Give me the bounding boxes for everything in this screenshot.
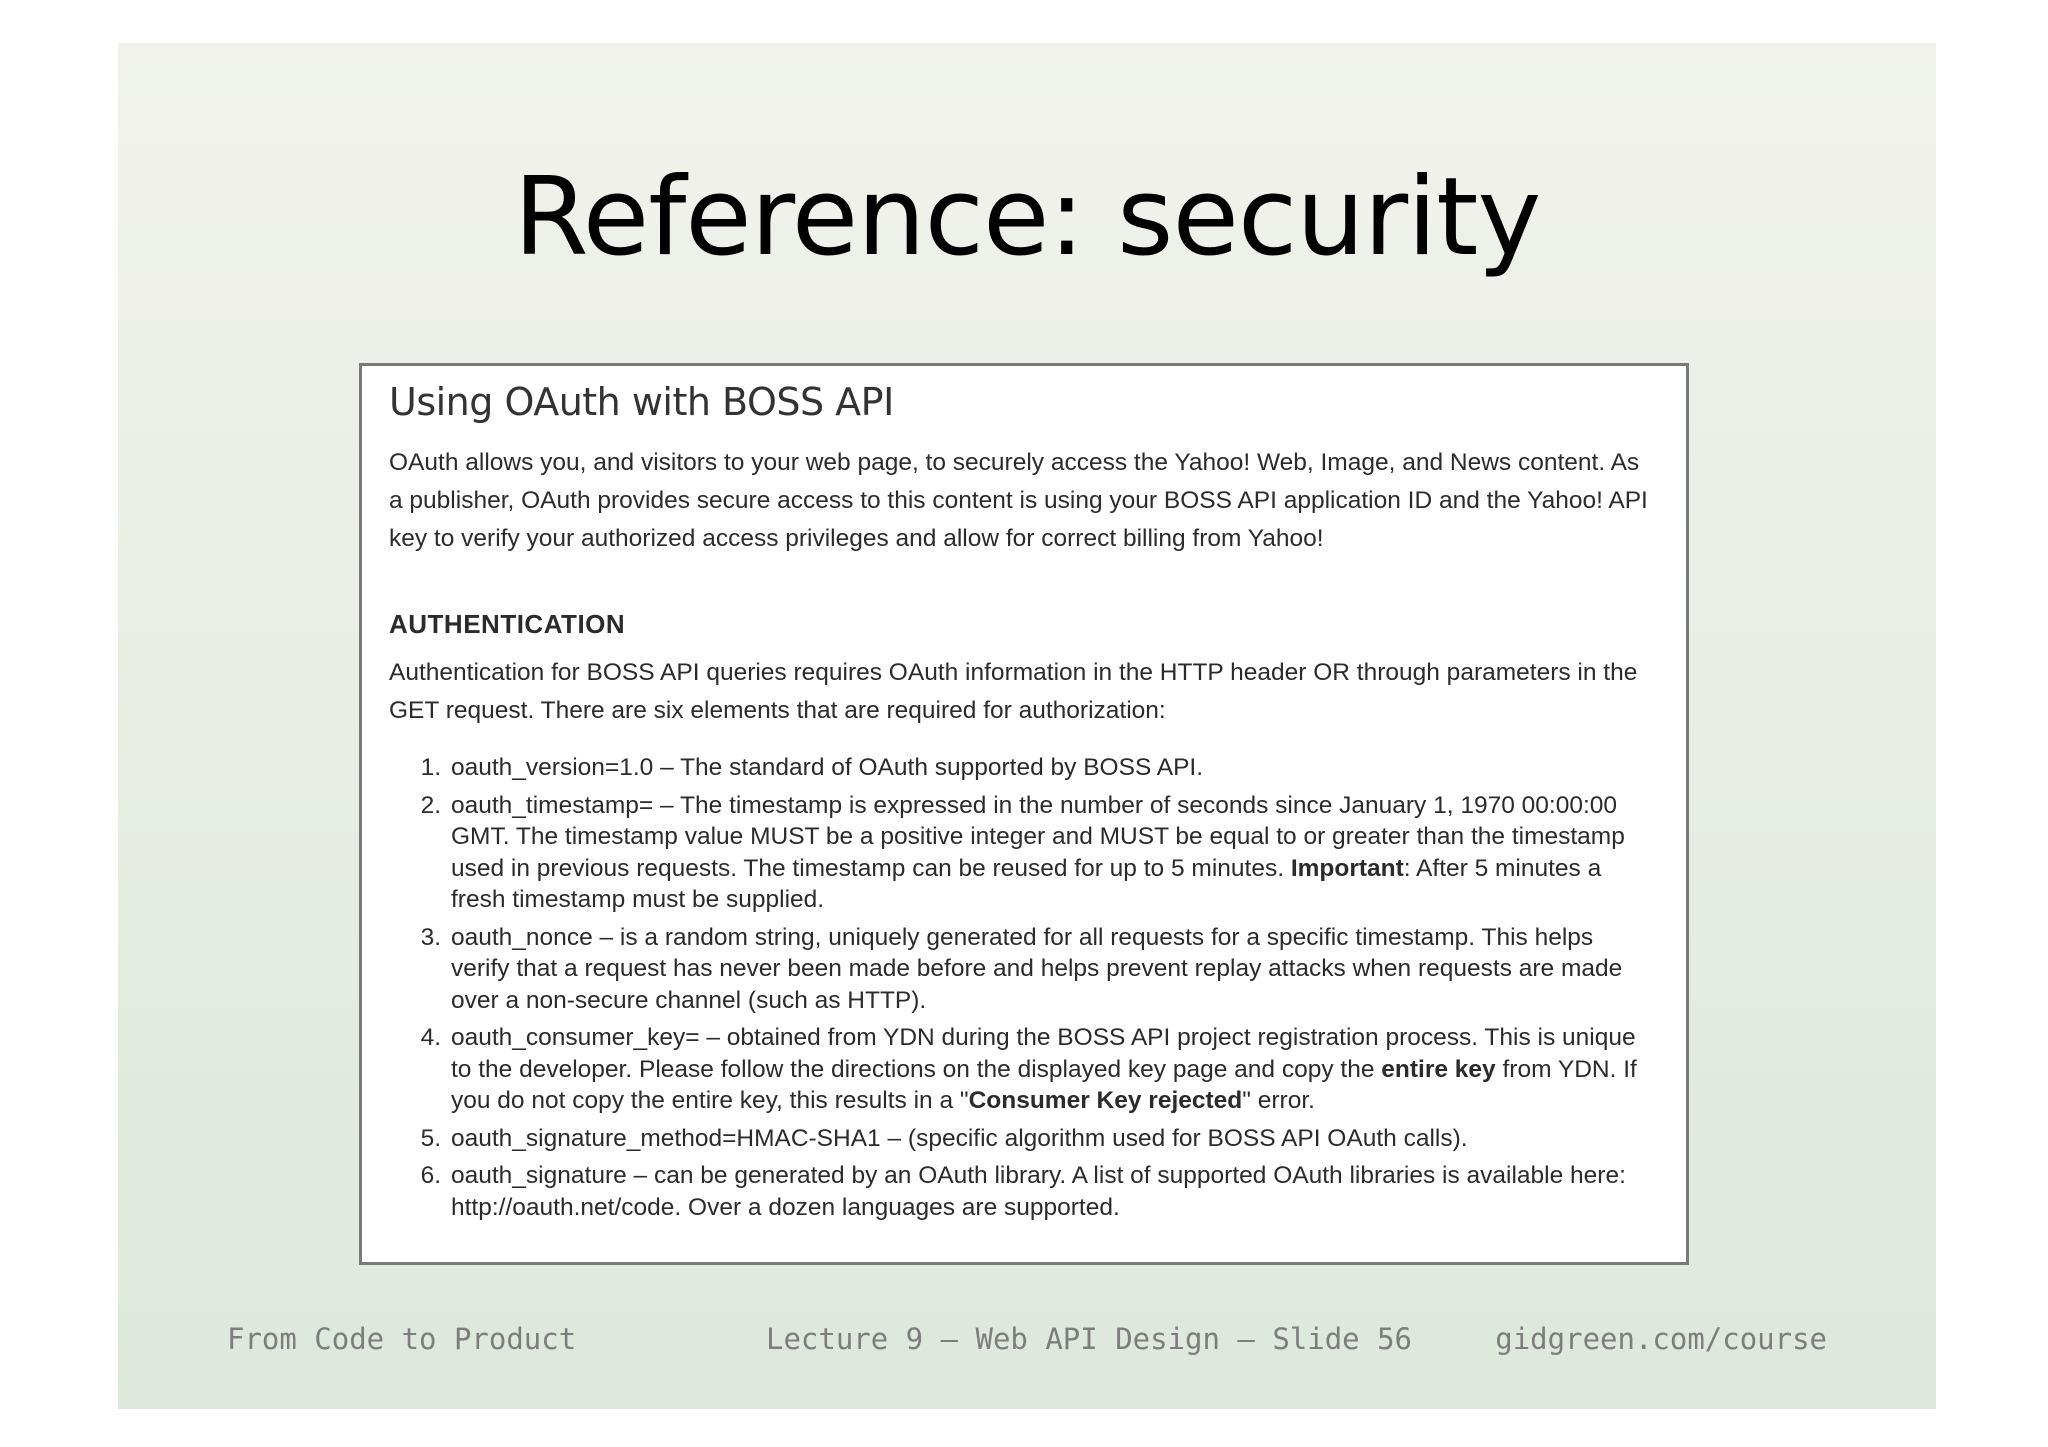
footer-slide-info: Lecture 9 — Web API Design — Slide 56 bbox=[766, 1322, 1413, 1356]
list-number: 1. bbox=[420, 754, 441, 781]
list-item-text: oauth_timestamp= – The timestamp is expressed in the number of seconds since January 1, 1970 00:00:00 GMT. The timestamp value MUST be a positive integer and MUST be equal to or greater than the timestamp used in previous requests. The timestamp can be reused for up to 5 minutes. Important: After 5 minutes a fresh timestamp must be supplied. bbox=[451, 791, 1625, 913]
list-number: 2. bbox=[420, 791, 441, 819]
list-item-text: oauth_nonce – is a random string, uniquely generated for all requests for a specific timestamp. This helps verify that a request has never been made before and helps prevent replay attacks when requests are made over a non-secure channel (such as HTTP). bbox=[451, 923, 1623, 1014]
list-item bbox=[389, 752, 1652, 784]
footer-url: gidgreen.com/course bbox=[1495, 1322, 1827, 1356]
footer-course-name: From Code to Product bbox=[227, 1322, 577, 1356]
documentation-screenshot bbox=[359, 363, 1689, 1265]
consumer-key-rejected-emphasis: Consumer Key rejected bbox=[968, 1087, 1243, 1114]
list-item-text: oauth_version=1.0 – The standard of OAuth supported by BOSS API. bbox=[451, 754, 1204, 781]
list-number: 3. bbox=[420, 923, 441, 951]
slide bbox=[118, 43, 1936, 1409]
list-item bbox=[389, 1123, 1652, 1155]
list-number: 6. bbox=[420, 1162, 441, 1189]
doc-intro-paragraph: OAuth allows you, and visitors to your web page, to securely access the Yahoo! Web, Image, and News content. As a publisher, OAuth provides secure access to this content is using your BOSS API application ID and the Yahoo! API key to verify your authorized access privileges and allow for correct billing from Yahoo! bbox=[389, 449, 1648, 552]
slide-title: Reference: security bbox=[513, 155, 1541, 280]
important-label: Important bbox=[1290, 854, 1404, 882]
doc-heading: Using OAuth with BOSS API bbox=[389, 380, 894, 424]
list-item bbox=[389, 922, 1652, 1017]
oauth-parameter-list bbox=[389, 752, 1652, 1223]
authentication-heading: AUTHENTICATION bbox=[389, 609, 626, 639]
list-item-text: oauth_signature_method=HMAC-SHA1 – (specific algorithm used for BOSS API OAuth calls). bbox=[451, 1124, 1468, 1152]
list-number: 4. bbox=[420, 1024, 441, 1051]
list-item bbox=[389, 790, 1652, 916]
list-item-text: oauth_signature – can be generated by an OAuth library. A list of supported OAuth libraries is available here: http://oauth.net/code. Over a dozen languages are supported. bbox=[451, 1162, 1626, 1221]
list-number: 5. bbox=[420, 1124, 441, 1152]
entire-key-emphasis: entire key bbox=[1381, 1055, 1496, 1083]
authentication-intro-paragraph: Authentication for BOSS API queries requires OAuth information in the HTTP header OR through parameters in the GET request. There are six elements that are required for authorization: bbox=[389, 659, 1638, 724]
list-item bbox=[389, 1022, 1652, 1117]
list-item bbox=[389, 1160, 1652, 1223]
list-item-text: oauth_consumer_key= – obtained from YDN during the BOSS API project registration process. This is unique to the developer. Please follow the directions on the displayed key page and copy the entire key from YDN. If you do not copy the entire key, this results in a "Consumer Key rejected" error. bbox=[451, 1024, 1637, 1114]
